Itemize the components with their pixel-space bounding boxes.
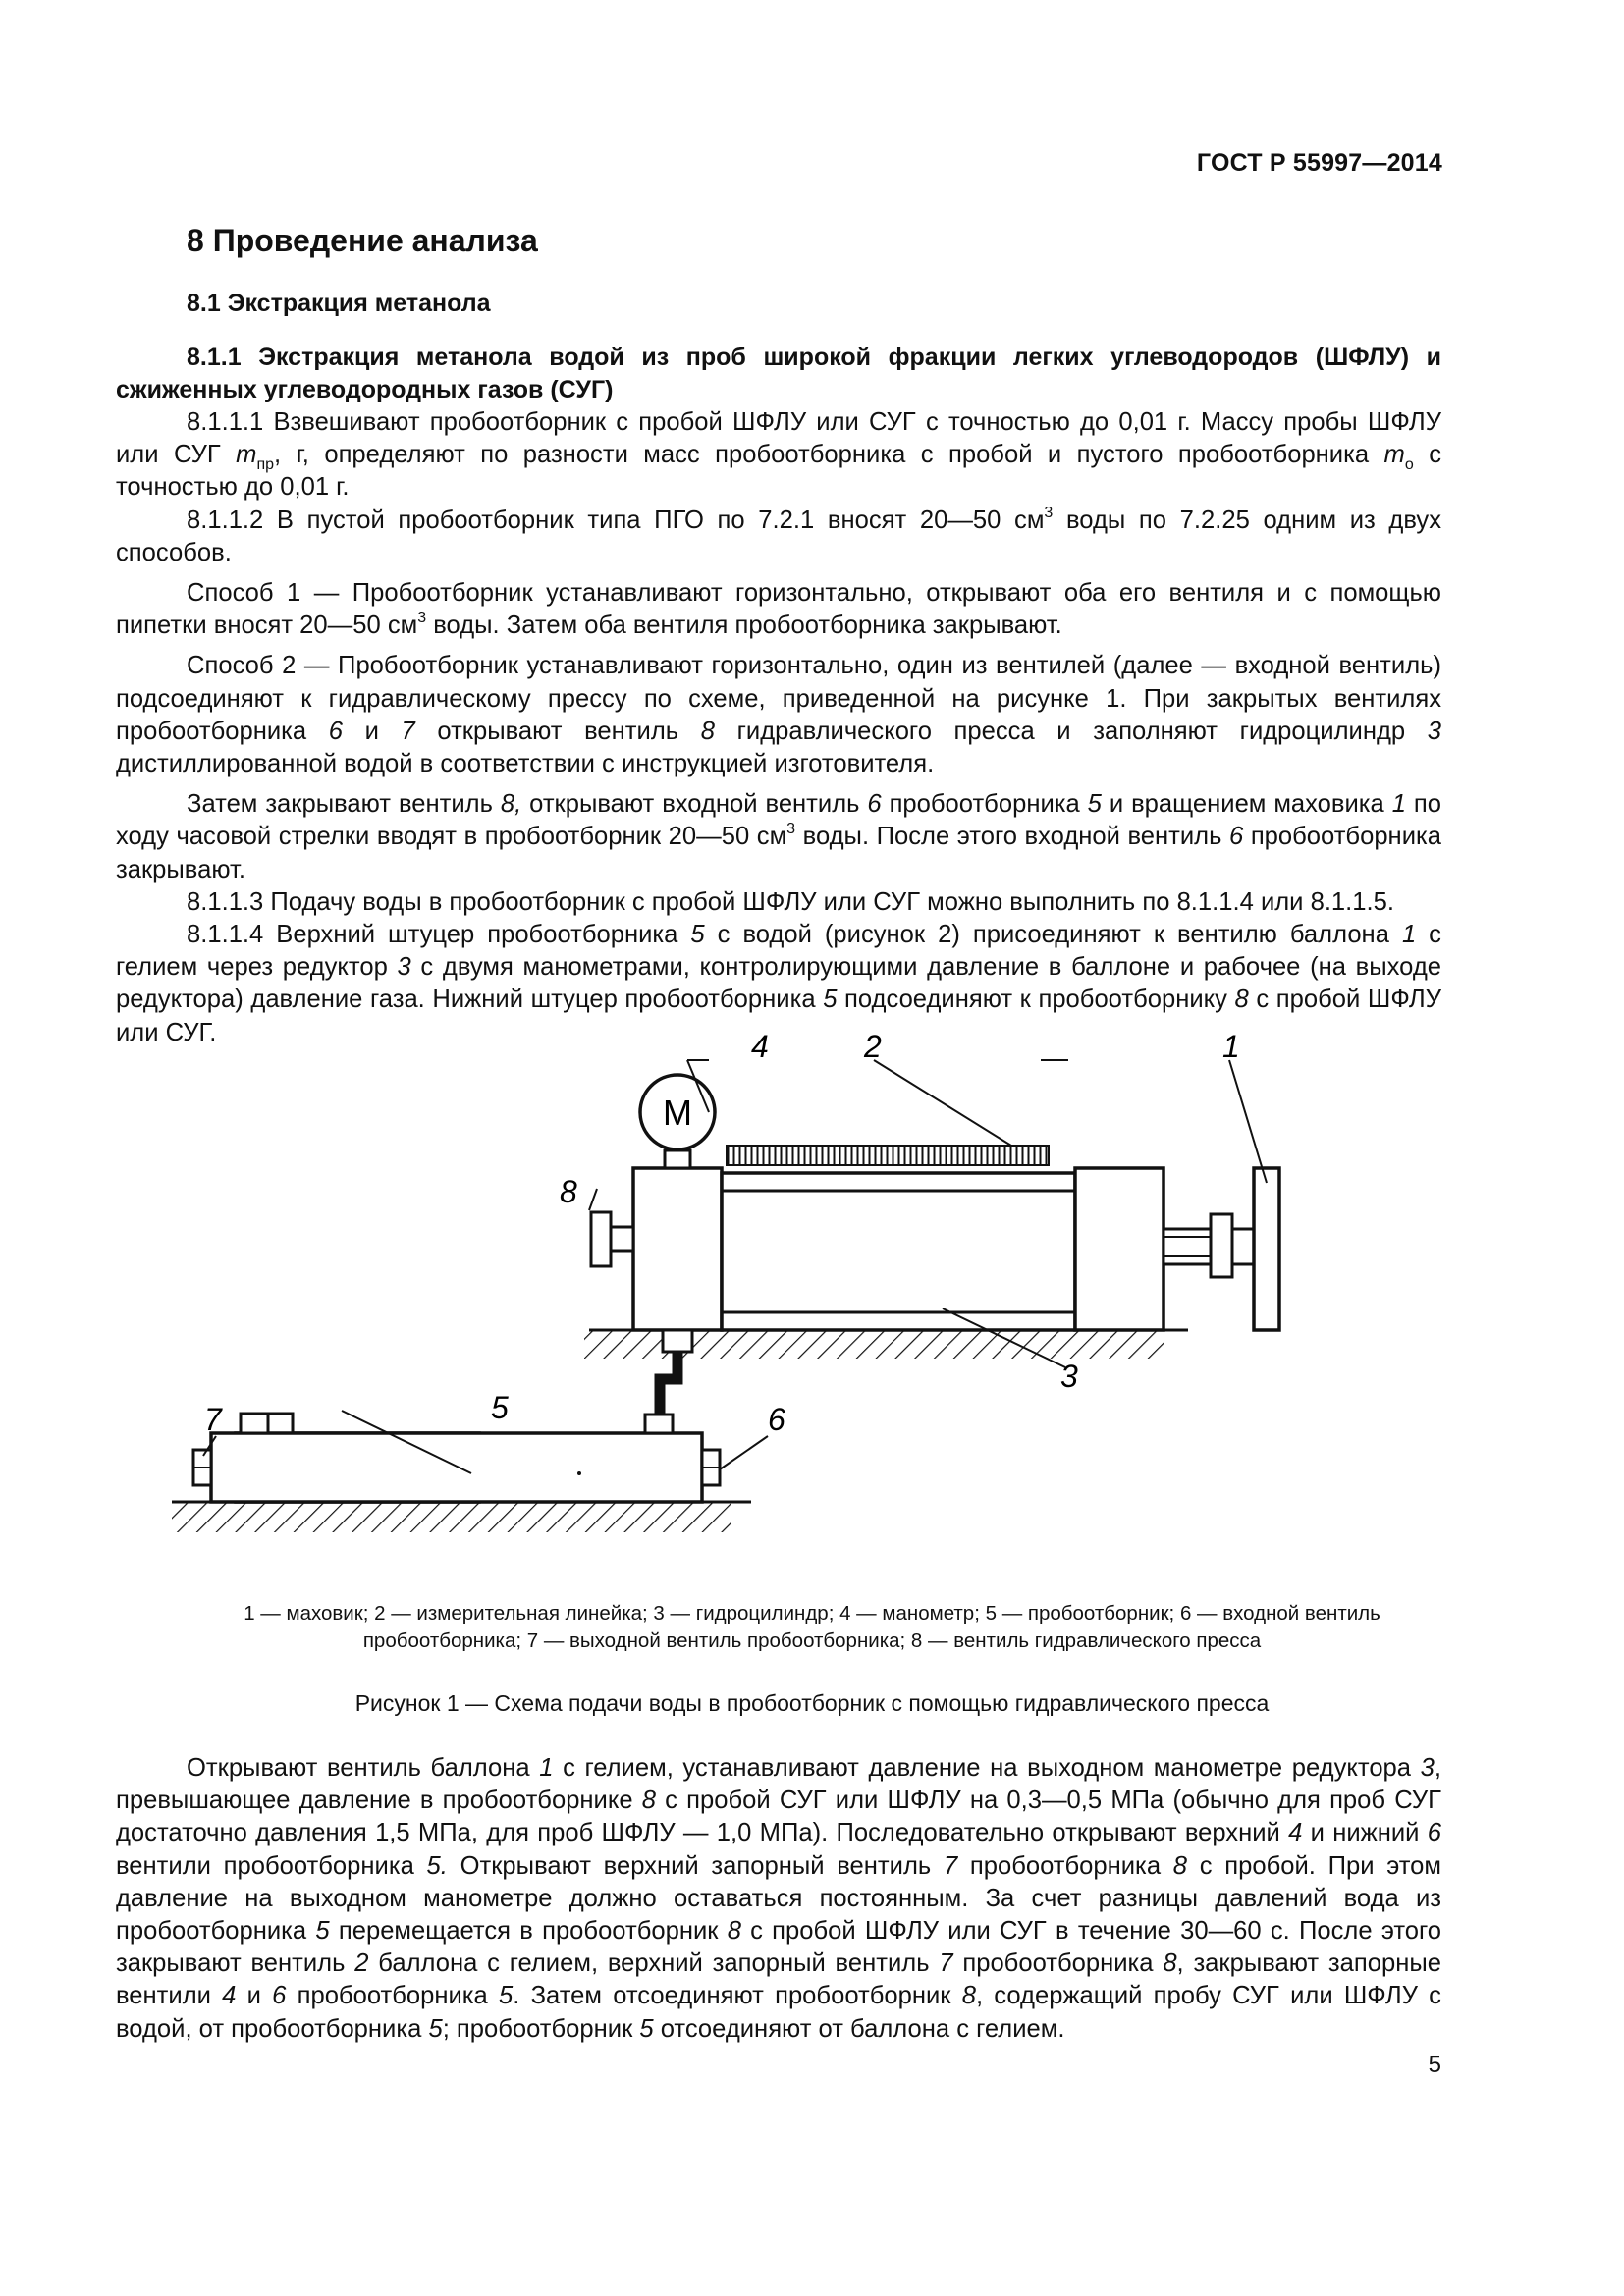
paragraph-8-1-1-2: 8.1.1.2 В пустой пробоотборник типа ПГО по 7.2.1 вносят 20—50 $см^3$ воды по 7.2.25 одним из двух способов.	[116, 504, 1441, 566]
connecting-pipe	[660, 1330, 692, 1416]
manometer-letter: М	[663, 1093, 692, 1133]
standard-number: ГОСТ Р 55997—2014	[1196, 149, 1442, 177]
cylinder-end-block	[1075, 1168, 1164, 1330]
handwheel	[1254, 1168, 1279, 1330]
paragraph-8-1-1-4: 8.1.1.4 Верхний штуцер пробоотборника 5 с водой (рисунок 2) присоединяют к вентилю баллона 1 с гелием через редуктор 3 с двумя манометрами, контролирующими давление в баллоне и рабочее (на выходе редуктора) давление газа. Нижний штуцер пробоотборника 5 подсоединяют к пробоотборнику 8 с пробой ШФЛУ или СУГ.	[116, 921, 1441, 1046]
figure-caption: Рисунок 1 — Схема подачи воды в пробоотборник с помощью гидравлического пресса	[354, 1690, 1270, 1716]
label-2: 2	[864, 1029, 882, 1064]
legend-line-1: 1 — маховик; 2 — измерительная линейка; 3 — гидроцилиндр; 4 — манометр; 5 — пробоотборник; 6 — входной вентиль	[244, 1602, 1380, 1625]
figure-legend	[157, 1600, 1467, 1655]
press-screw	[1164, 1214, 1254, 1277]
label-8: 8	[560, 1174, 577, 1209]
sampler-ground-hatch	[172, 1502, 751, 1532]
label-3: 3	[1060, 1359, 1078, 1394]
subsection-title: 8.1 Экстракция метанола	[187, 290, 491, 317]
manometer	[640, 1075, 715, 1168]
page-number: 5	[1428, 2052, 1441, 2078]
body-text-bottom	[116, 1752, 1441, 2046]
hydraulic-cylinder	[722, 1173, 1075, 1330]
figure-1-diagram	[204, 1029, 1316, 1595]
body-text-top	[116, 218, 1441, 1049]
label-7: 7	[204, 1402, 222, 1437]
label-5: 5	[491, 1390, 509, 1425]
paragraph-method-2: Способ 2 — Пробоотборник устанавливают горизонтально, один из вентилей (далее — входной вентиль) подсоединяют к гидравлическому прессу по схеме, приведенной на рисунке 1. При закрытых вентилях пробоотборника 6 и 7 открывают вентиль 8 гидравлического пресса и заполняют гидроцилиндр 3 дистиллированной водой в соответствии с инструкцией изготовителя.	[116, 652, 1441, 778]
measuring-ruler	[727, 1146, 1049, 1165]
paragraph-8-1-1-3: 8.1.1.3 Подачу воды в пробоотборник с пробой ШФЛУ или СУГ можно выполнить по 8.1.1.4 или 8.1.1.5.	[187, 887, 1394, 916]
press-valve-8	[591, 1212, 633, 1266]
label-6: 6	[768, 1402, 785, 1437]
paragraph-open-valve: Открывают вентиль баллона 1 с гелием, устанавливают давление на выходном манометре редуктора 3, превышающее давление в пробоотборнике 8 с пробой СУГ или ШФЛУ на 0,3—0,5 МПа (обычно для проб СУГ достаточно давления 1,5 МПа, для проб ШФЛУ — 1,0 МПа). Последовательно открывают верхний 4 и нижний 6 вентили пробоотборника 5. Открывают верхний запорный вентиль 7 пробоотборника 8 с пробой. При этом давление на выходном манометре должно оставаться постоянным. За счет разницы давлений вода из пробоотборника 5 перемещается в пробоотборник 8 с пробой ШФЛУ или СУГ в течение 30—60 с. После этого закрывают вентиль 2 баллона с гелием, верхний запорный вентиль 7 пробоотборника 8, закрывают запорные вентили 4 и 6 пробоотборника 5. Затем отсоединяют пробоотборник 8, содержащий пробу СУГ или ШФЛУ с водой, от пробоотборника 5; пробоотборник 5 отсоединяют от баллона с гелием.	[116, 1754, 1442, 2043]
paragraph-8-1-1-1: 8.1.1.1 Взвешивают пробоотборник с пробой ШФЛУ или СУГ с точностью до 0,01 г. Массу пробы ШФЛУ или СУГ $m_{пр}$, г, определяют по разности масс пробоотборника с пробой и пустого пробоотборника $m_о$ с точностью до 0,01 г.	[116, 408, 1441, 502]
press-valve-block	[633, 1168, 722, 1330]
section-title: 8 Проведение анализа	[187, 223, 538, 258]
label-4: 4	[751, 1029, 769, 1064]
subsubsection-title: 8.1.1 Экстракция метанола водой из проб широкой фракции легких углеводородов (ШФЛУ) и сжиженных углеводородных газов (СУГ)	[116, 344, 1441, 403]
label-1: 1	[1222, 1029, 1240, 1064]
paragraph-then-close: Затем закрывают вентиль 8, открывают входной вентиль 6 пробоотборника 5 и вращением маховика 1 по ходу часовой стрелки вводят в пробоотборник 20—50 $см^3$ воды. После этого входной вентиль 6 пробоотборника закрывают.	[116, 790, 1441, 883]
legend-line-2: пробоотборника; 7 — выходной вентиль пробоотборника; 8 — вентиль гидравлического пресса	[362, 1629, 1262, 1652]
paragraph-method-1: Способ 1 — Пробоотборник устанавливают горизонтально, открывают оба его вентиля и с помощью пипетки вносят 20—50 $см^3$ воды. Затем оба вентиля пробоотборника закрывают.	[116, 579, 1441, 640]
